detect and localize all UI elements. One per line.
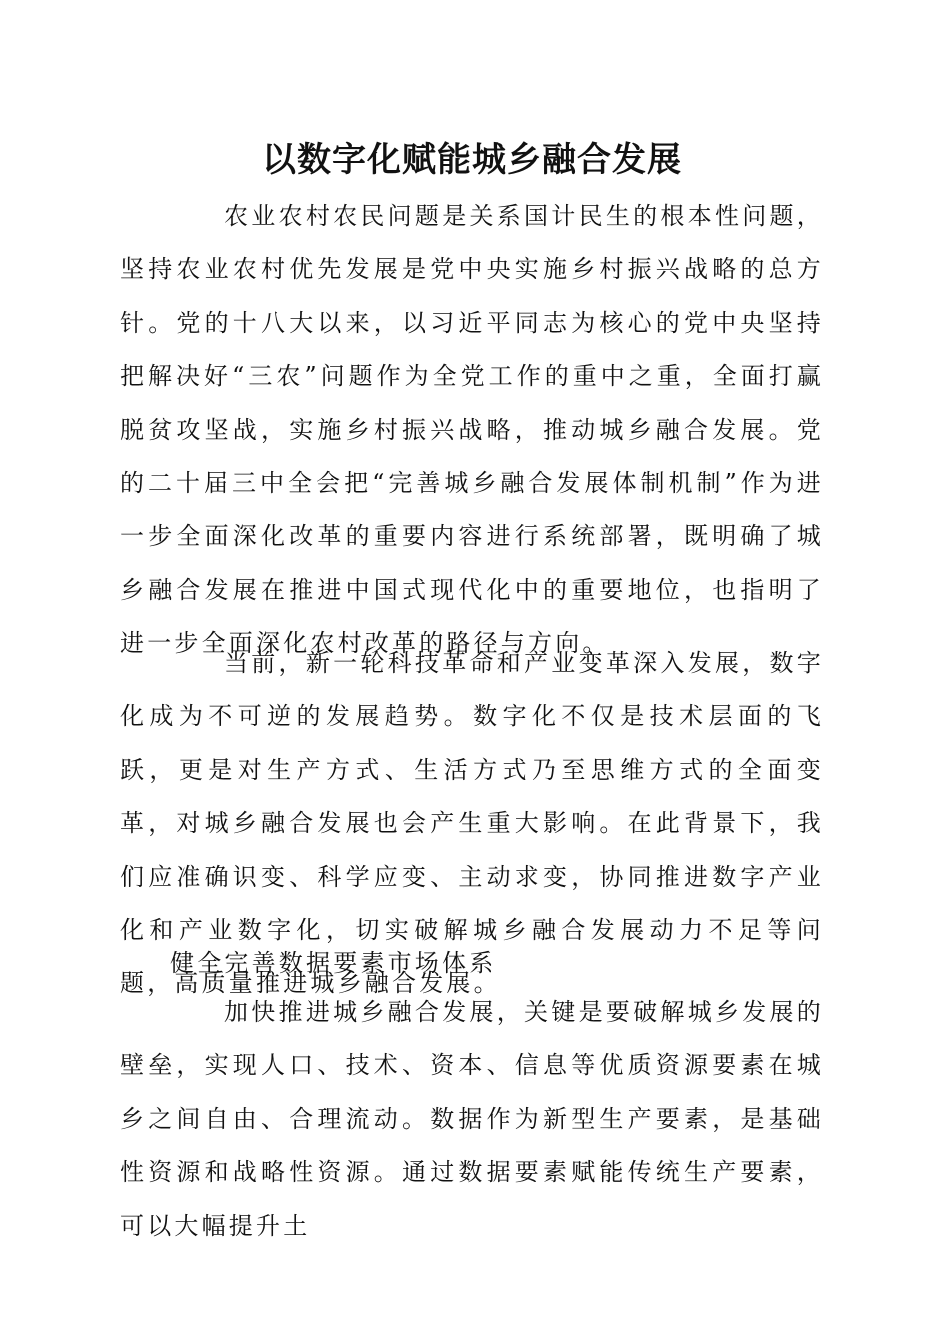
document-title: 以数字化赋能城乡融合发展: [262, 140, 682, 180]
section-heading: 健全完善数据要素市场体系: [170, 949, 497, 977]
paragraph-context: 当前，新一轮科技革命和产业变革深入发展，数字化成为不可逆的发展趋势。数字化不仅是技术层面的飞跃，更是对生产方式、生活方式乃至思维方式的全面变革，对城乡融合发展也会产生重大影响。在此背景下，我们应准确识变、科学应变、主动求变，协同推进数字产业化和产业数字化，切实破解城乡融合发展动力不足等问题，高质量推进城乡融合发展。: [120, 649, 824, 998]
paragraph-section-body: 加快推进城乡融合发展，关键是要破解城乡发展的壁垒，实现人口、技术、资本、信息等优质资源要素在城乡之间自由、合理流动。数据作为新型生产要素，是基础性资源和战略性资源。通过数据要素赋能传统生产要素，可以大幅提升土: [120, 998, 824, 1240]
paragraph-intro: 农业农村农民问题是关系国计民生的根本性问题，坚持农业农村优先发展是党中央实施乡村振兴战略的总方针。党的十八大以来，以习近平同志为核心的党中央坚持把解决好“三农”问题作为全党工作的重中之重，全面打赢脱贫攻坚战，实施乡村振兴战略，推动城乡融合发展。党的二十届三中全会把“完善城乡融合发展体制机制”作为进一步全面深化改革的重要内容进行系统部署，既明确了城乡融合发展在推进中国式现代化中的重要地位，也指明了进一步全面深化农村改革的路径与方向。: [120, 202, 824, 658]
